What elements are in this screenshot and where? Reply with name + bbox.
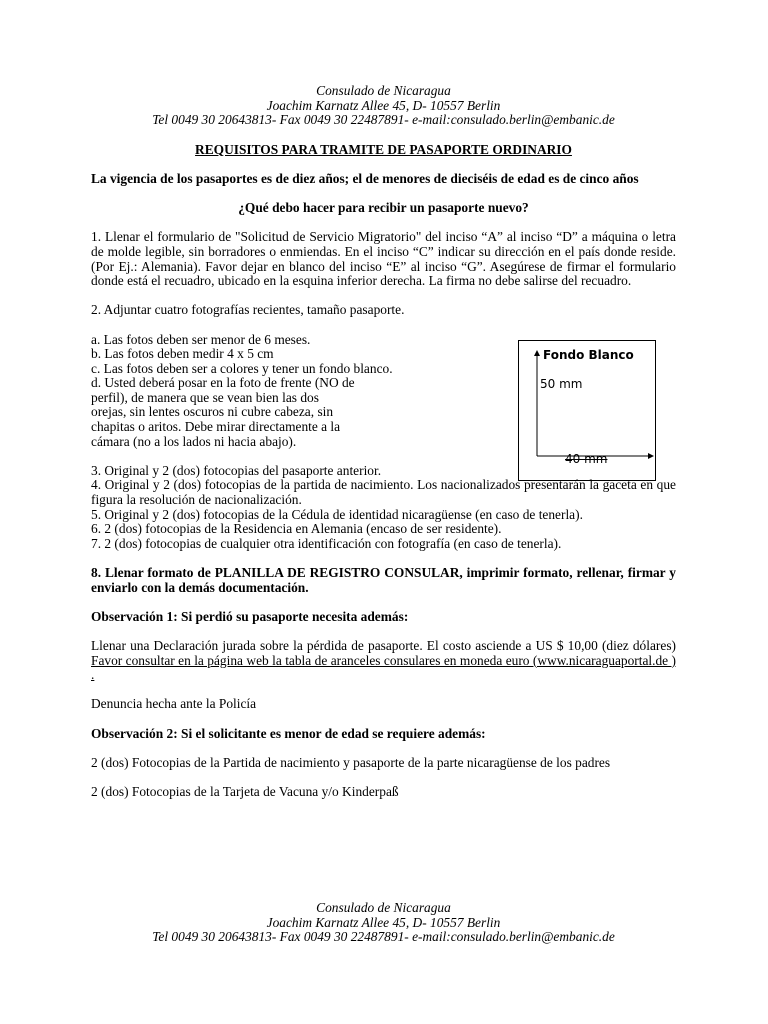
observation-2-line-2: 2 (dos) Fotocopias de la Tarjeta de Vacuna y/o Kinderpaß [91, 783, 399, 799]
photo-req-d-2: perfil), de manera que se vean bien las dos [91, 389, 319, 405]
photo-req-d-3: orejas, sin lentes oscuros ni cubre cabeza, sin [91, 404, 334, 420]
photo-size-diagram [518, 340, 656, 481]
fee-table-link[interactable]: Favor consultar en la página web la tabla de aranceles consulares en moneda euro (www.nicaraguaportal.de ) . [91, 652, 676, 683]
footer-consulate-name: Consulado de Nicaragua [316, 900, 451, 915]
photo-height-label: 50 mm [540, 377, 583, 391]
declaration-text: Llenar una Declaración jurada sobre la pérdida de pasaporte. El costo asciende a US $ 10,00 (diez dólares) [91, 637, 676, 653]
photo-req-d-5: cámara (no a los lados ni hacia abajo). [91, 433, 297, 449]
photo-width-label: 40 mm [565, 452, 608, 466]
requirement-1: 1. Llenar el formulario de "Solicitud de Servicio Migratorio" del inciso “A” al inciso “D” a máquina o letra de molde legible, sin borradores o enmiendas. En el inciso “C” indicar su dirección en el país donde reside. (Por Ej.: Alemania). Favor dejar en blanco del inciso “E” al inciso “G”. Asegúrese de firmar el formulario donde está el recuadro, ubicado en la esquina inferior derecha. La firma no debe salirse del recuadro. [91, 229, 676, 289]
photo-req-d-4: chapitas o aritos. Debe mirar directamente a la [91, 419, 341, 435]
question-heading: ¿Qué debo hacer para recibir un pasaporte nuevo? [238, 200, 529, 216]
requirement-5: 5. Original y 2 (dos) fotocopias de la Cédula de identidad nicaragüense (en caso de tenerla). [91, 506, 583, 522]
requirement-6: 6. 2 (dos) fotocopias de la Residencia en Alemania (encaso de ser residente). [91, 521, 502, 537]
footer [91, 901, 676, 945]
observation-1-heading: Observación 1: Si perdió su pasaporte necesita además: [91, 608, 409, 624]
consulate-contact: Tel 0049 30 20643813- Fax 0049 30 22487891- e-mail:consulado.berlin@embanic.de [152, 112, 615, 128]
requirement-8: 8. Llenar formato de PLANILLA DE REGISTRO CONSULAR, imprimir formato, rellenar, firmar y enviarlo con la demás documentación. [91, 565, 676, 595]
validity-note: La vigencia de los pasaportes es de diez años; el de menores de dieciséis de edad es de cinco años [91, 170, 639, 186]
photo-req-d-1: d. Usted deberá posar en la foto de frente (NO de [91, 375, 355, 391]
consulate-name: Consulado de Nicaragua [316, 83, 451, 98]
document-body [91, 84, 676, 800]
observation-1-text [91, 639, 676, 683]
letterhead [91, 84, 676, 128]
requirement-2: 2. Adjuntar cuatro fotografías recientes, tamaño pasaporte. [91, 302, 405, 318]
footer-address: Joachim Karnatz Allee 45, D- 10557 Berlin [266, 914, 501, 930]
observation-2-line-1: 2 (dos) Fotocopias de la Partida de nacimiento y pasaporte de la parte nicaragüense de los padres [91, 754, 611, 770]
observation-2-heading: Observación 2: Si el solicitante es menor de edad se requiere además: [91, 725, 486, 741]
photo-req-b: b. Las fotos deben medir 4 x 5 cm [91, 346, 274, 362]
requirement-3: 3. Original y 2 (dos) fotocopias del pasaporte anterior. [91, 462, 382, 478]
page-title: REQUISITOS PARA TRAMITE DE PASAPORTE ORDINARIO [195, 141, 572, 157]
footer-contact: Tel 0049 30 20643813- Fax 0049 30 22487891- e-mail:consulado.berlin@embanic.de [152, 929, 615, 945]
consulate-address: Joachim Karnatz Allee 45, D- 10557 Berlin [266, 97, 501, 113]
photo-req-a: a. Las fotos deben ser menor de 6 meses. [91, 331, 311, 347]
requirement-7: 7. 2 (dos) fotocopias de cualquier otra identificación con fotografía (en caso de tenerla). [91, 535, 562, 551]
photo-background-label: Fondo Blanco [543, 348, 634, 362]
police-report: Denuncia hecha ante la Policía [91, 696, 257, 712]
requirement-4: 4. Original y 2 (dos) fotocopias de la partida de nacimiento. Los nacionalizados presentarán la gaceta en que figura la resolución de nacionalización. [91, 477, 676, 508]
photo-req-c: c. Las fotos deben ser a colores y tener un fondo blanco. [91, 360, 393, 376]
